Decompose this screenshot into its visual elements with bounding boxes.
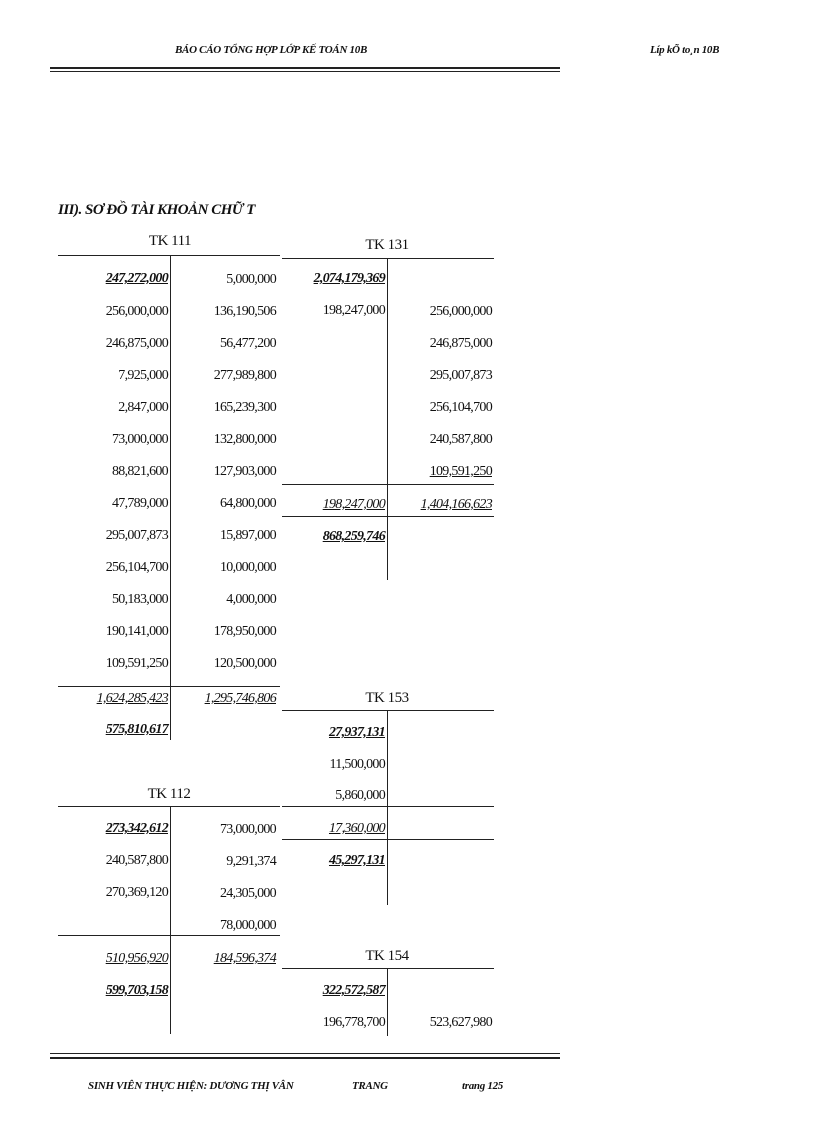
tk154-debit: 196,778,700 — [322, 1015, 385, 1030]
tk111-debit: 2,847,000 — [118, 400, 168, 415]
tk131-credit: 295,007,873 — [429, 368, 492, 383]
header-rule — [50, 67, 560, 69]
tk112-credit: 73,000,000 — [219, 822, 276, 837]
tk111-debit: 190,141,000 — [105, 624, 168, 639]
tk131-credit: 246,875,000 — [429, 336, 492, 351]
tk131-credit: 256,104,700 — [429, 400, 492, 415]
tk153-total-line — [282, 806, 494, 807]
section-title: III). SƠ ĐỒ TÀI KHOẢN CHỮ T — [58, 202, 255, 218]
tk153-debit-total: 17,360,000 — [328, 821, 385, 836]
tk153-debit: 5,860,000 — [335, 788, 385, 803]
tk111-credit-total: 1,295,746,806 — [204, 691, 276, 706]
tk111-debit-total: 1,624,285,423 — [96, 691, 168, 706]
tk111-closing: 575,810,617 — [105, 722, 168, 737]
tk111-top-line — [58, 255, 280, 256]
tk153-top-line — [282, 710, 494, 711]
tk111-total-line — [58, 686, 280, 687]
tk111-credit: 4,000,000 — [226, 592, 276, 607]
tk154-title: TK 154 — [365, 948, 409, 964]
tk111-credit: 120,500,000 — [213, 656, 276, 671]
tk112-debit: 240,587,800 — [105, 853, 168, 868]
tk112-credit: 24,305,000 — [219, 886, 276, 901]
tk112-title: TK 112 — [147, 786, 191, 802]
tk111-divider — [170, 255, 171, 740]
tk111-credit: 127,903,000 — [213, 464, 276, 479]
tk112-divider — [170, 806, 171, 1034]
tk111-credit: 178,950,000 — [213, 624, 276, 639]
tk111-debit: 50,183,000 — [111, 592, 168, 607]
tk153-title: TK 153 — [365, 690, 409, 706]
tk131-total-underline — [282, 516, 494, 517]
tk111-debit: 47,789,000 — [111, 496, 168, 511]
tk153-closing: 45,297,131 — [328, 853, 385, 868]
tk131-credit-total: 1,404,166,623 — [420, 497, 492, 512]
header-rule-thin — [50, 71, 560, 72]
tk131-title: TK 131 — [365, 237, 409, 253]
tk153-debit: 11,500,000 — [329, 757, 385, 772]
tk111-credit: 132,800,000 — [213, 432, 276, 447]
tk131-divider — [387, 258, 388, 580]
tk111-debit: 246,875,000 — [105, 336, 168, 351]
tk111-title: TK 111 — [148, 233, 192, 249]
tk111-credit: 5,000,000 — [226, 272, 276, 287]
tk131-top-line — [282, 258, 494, 259]
tk112-credit-total: 184,596,374 — [213, 951, 276, 966]
tk112-closing: 599,703,158 — [105, 983, 168, 998]
tk111-credit: 64,800,000 — [219, 496, 276, 511]
tk112-credit: 9,291,374 — [226, 854, 276, 869]
tk111-debit: 109,591,250 — [105, 656, 168, 671]
footer-rule — [50, 1057, 560, 1059]
tk112-opening: 273,342,612 — [105, 821, 168, 836]
tk131-debit-total: 198,247,000 — [322, 497, 385, 512]
tk154-top-line — [282, 968, 494, 969]
class-label: Líp kÕ to¸n 10B — [650, 44, 720, 56]
tk154-credit: 523,627,980 — [429, 1015, 492, 1030]
tk111-debit: 7,925,000 — [118, 368, 168, 383]
tk111-debit: 256,104,700 — [105, 560, 168, 575]
tk111-credit: 277,989,800 — [213, 368, 276, 383]
tk111-credit: 15,897,000 — [219, 528, 276, 543]
tk131-credit: 240,587,800 — [429, 432, 492, 447]
tk153-divider — [387, 710, 388, 905]
footer-rule-thin — [50, 1053, 560, 1054]
tk111-debit-list — [60, 303, 168, 687]
tk111-credit: 10,000,000 — [219, 560, 276, 575]
tk154-opening: 322,572,587 — [322, 983, 385, 998]
tk112-top-line — [58, 806, 280, 807]
tk131-closing: 868,259,746 — [322, 529, 385, 544]
tk111-debit: 256,000,000 — [105, 304, 168, 319]
tk111-opening: 247,272,000 — [105, 271, 168, 286]
tk131-total-line — [282, 484, 494, 485]
footer-page-number: trang 125 — [462, 1080, 504, 1092]
tk153-opening: 27,937,131 — [328, 725, 385, 740]
tk111-credit: 56,477,200 — [219, 336, 276, 351]
tk112-debit-total: 510,956,920 — [105, 951, 168, 966]
tk131-credit-list — [390, 303, 492, 495]
tk131-opening: 2,074,179,369 — [313, 271, 385, 286]
tk112-credit: 78,000,000 — [219, 918, 276, 933]
tk153-total-underline — [282, 839, 494, 840]
tk131-credit: 109,591,250 — [429, 464, 492, 479]
footer-trang-label: TRANG — [352, 1080, 388, 1092]
tk111-credit: 165,239,300 — [213, 400, 276, 415]
tk111-credit-list — [172, 271, 276, 687]
tk112-debit: 270,369,120 — [105, 885, 168, 900]
tk154-divider — [387, 968, 388, 1036]
tk111-debit: 295,007,873 — [105, 528, 168, 543]
tk111-credit: 136,190,506 — [213, 304, 276, 319]
tk112-credit-list — [172, 821, 276, 949]
tk111-debit: 73,000,000 — [111, 432, 168, 447]
tk131-debit: 198,247,000 — [322, 303, 385, 318]
report-title: BÁO CÁO TỔNG HỢP LỚP KẾ TOÁN 10B — [175, 44, 367, 56]
tk131-credit: 256,000,000 — [429, 304, 492, 319]
footer-student: SINH VIÊN THỰC HIỆN: DƯƠNG THỊ VÂN — [88, 1080, 294, 1092]
tk111-debit: 88,821,600 — [111, 464, 168, 479]
tk112-total-line — [58, 935, 280, 936]
